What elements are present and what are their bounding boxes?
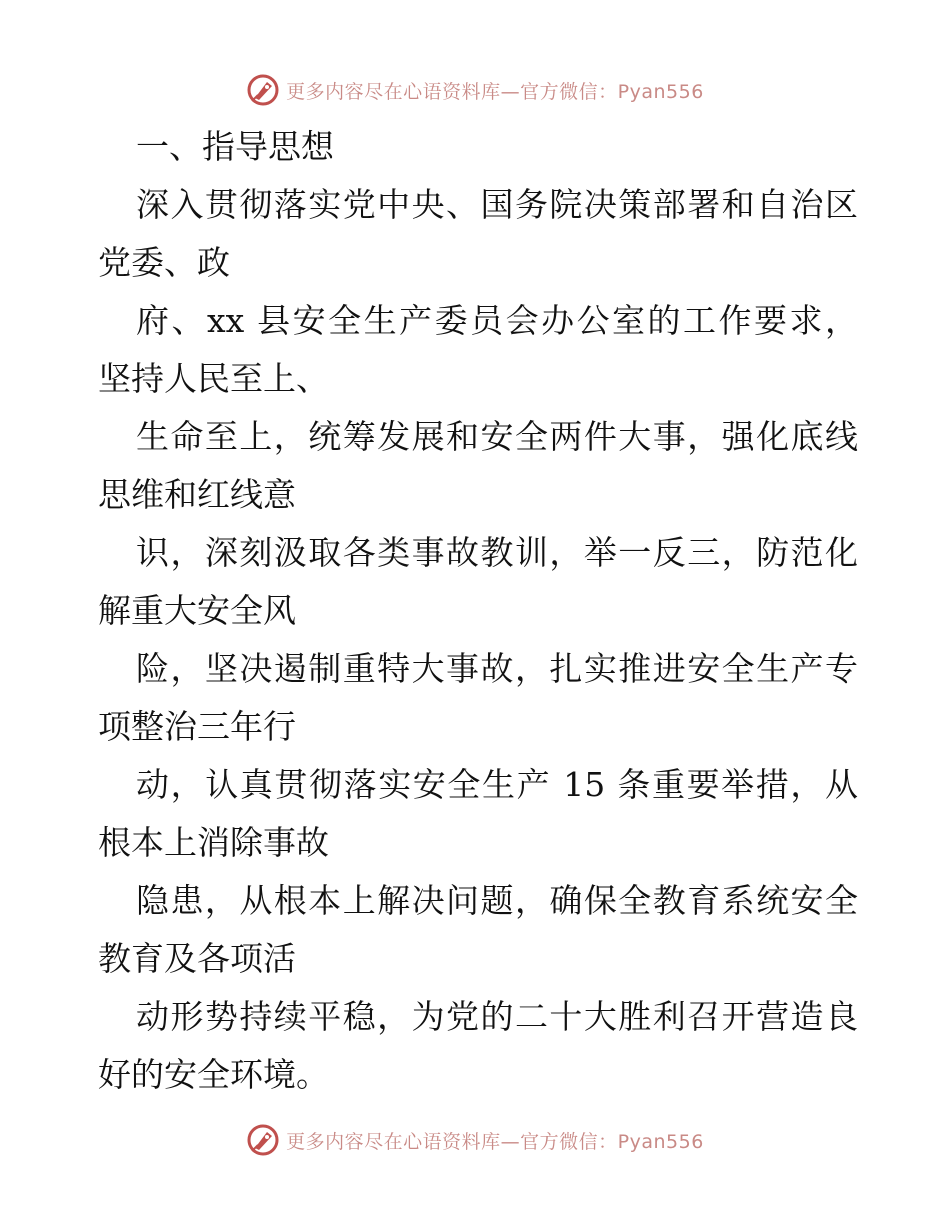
- paragraph-line: 隐患，从根本上解决问题，确保全教育系统安全: [136, 881, 858, 920]
- paragraph-line: 动，认真贯彻落实安全生产 15 条重要举措，从: [136, 765, 858, 804]
- header-watermark: [0, 70, 950, 110]
- paragraph-line: 党委、政: [98, 243, 230, 282]
- pen-nib-logo-icon: [246, 73, 280, 107]
- section-heading: 一、指导思想: [136, 127, 334, 166]
- paragraph-line: 识，深刻汲取各类事故教训，举一反三，防范化: [136, 533, 858, 572]
- paragraph-line: 动形势持续平稳，为党的二十大胜利召开营造良: [136, 997, 858, 1036]
- paragraph-line: 解重大安全风: [98, 591, 296, 630]
- paragraph-line: 根本上消除事故: [98, 823, 329, 862]
- paragraph-line: 深入贯彻落实党中央、国务院决策部署和自治区: [136, 185, 858, 224]
- footer-watermark: [0, 1120, 950, 1160]
- document-body: [98, 118, 858, 1104]
- paragraph-line: 教育及各项活: [98, 939, 296, 978]
- paragraph-line: 坚持人民至上、: [98, 359, 329, 398]
- paragraph-line: 项整治三年行: [98, 707, 296, 746]
- watermark-text: 更多内容尽在心语资料库—官方微信：Pyan556: [286, 1130, 704, 1153]
- paragraph-line: 险，坚决遏制重特大事故，扎实推进安全生产专: [136, 649, 858, 688]
- pen-nib-logo-icon: [246, 1123, 280, 1157]
- paragraph-line: 生命至上，统筹发展和安全两件大事，强化底线: [136, 417, 858, 456]
- watermark-text: 更多内容尽在心语资料库—官方微信：Pyan556: [286, 80, 704, 103]
- paragraph-line: 府、xx 县安全生产委员会办公室的工作要求，: [136, 301, 858, 340]
- paragraph-line: 好的安全环境。: [98, 1055, 329, 1094]
- paragraph-line: 思维和红线意: [98, 475, 296, 514]
